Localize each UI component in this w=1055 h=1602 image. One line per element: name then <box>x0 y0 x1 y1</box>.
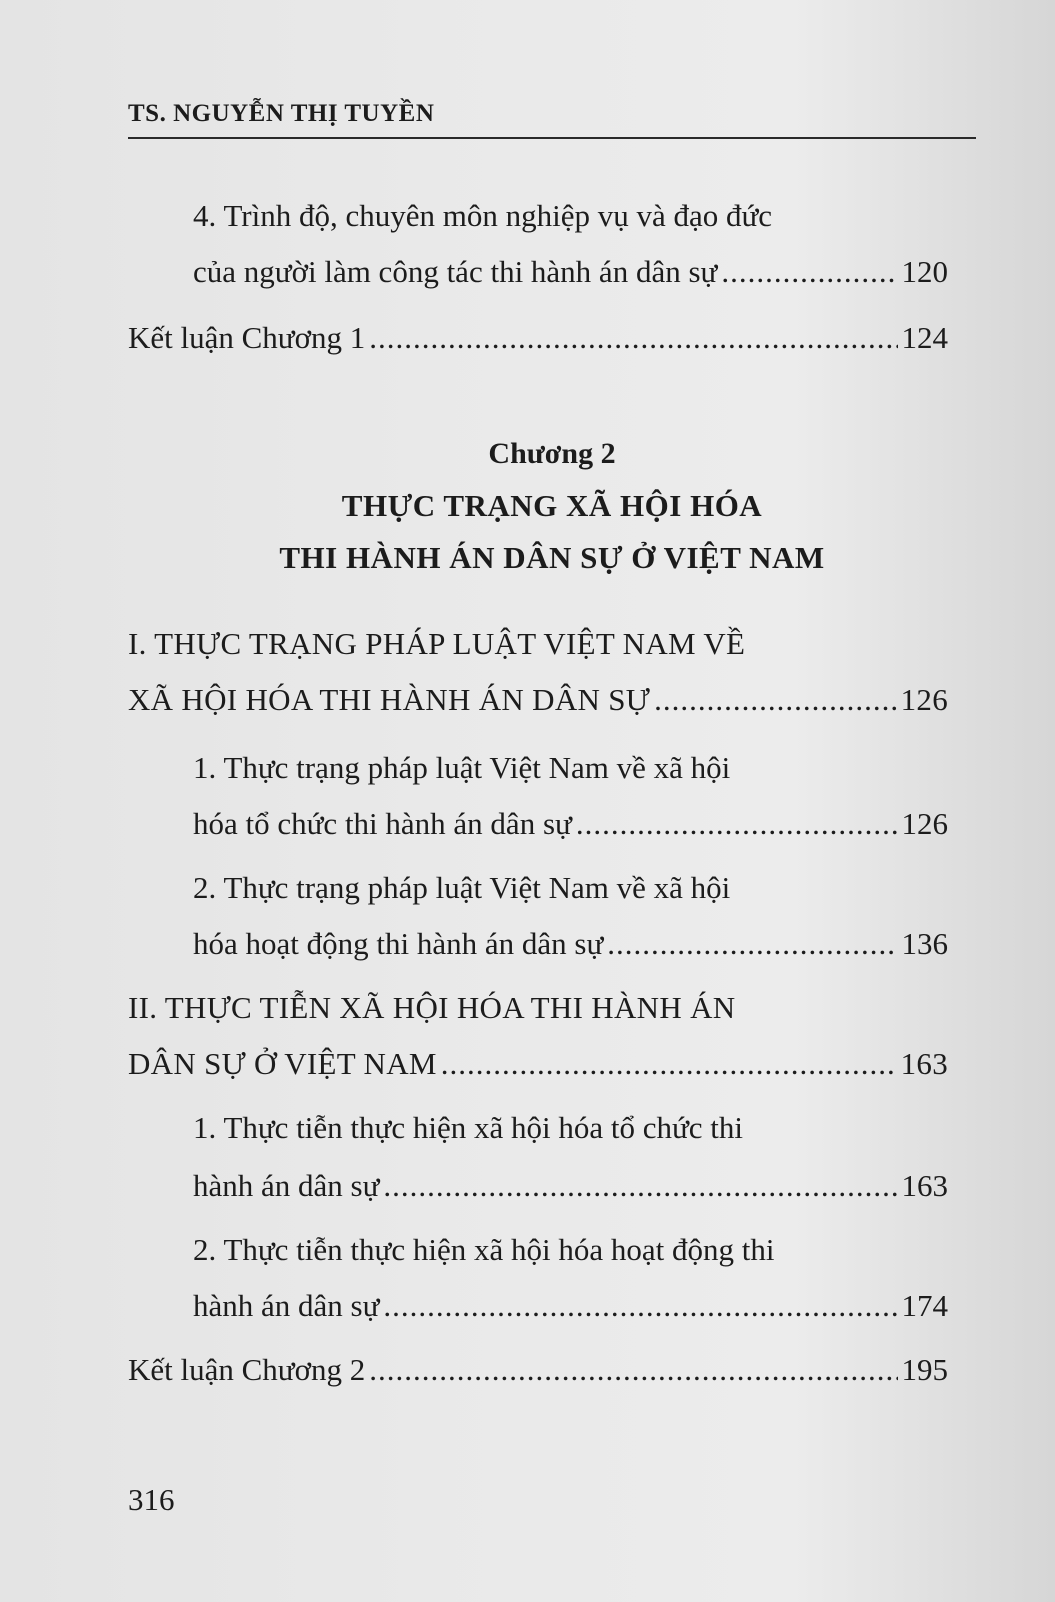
toc-entry-text: 2. Thực trạng pháp luật Việt Nam về xã hội <box>193 870 731 905</box>
toc-entry-4-line2[interactable] <box>193 252 948 292</box>
toc-entry-4-line1 <box>193 196 976 236</box>
toc-entry-I-1-line1 <box>193 748 976 788</box>
toc-entry-II-2-line2[interactable] <box>193 1286 948 1326</box>
chapter-2-label: Chương 2 <box>488 437 616 470</box>
toc-section-I-line1 <box>128 624 976 664</box>
toc-entry-text: hóa hoạt động thi hành án dân sự <box>193 926 604 961</box>
toc-page-number: 195 <box>901 1352 948 1387</box>
toc-entry-ket-luan-1[interactable] <box>128 318 948 358</box>
toc-entry-II-1-line2[interactable] <box>193 1166 948 1206</box>
toc-section-II-line1 <box>128 988 976 1028</box>
toc-entry-text: Kết luận Chương 1 <box>128 320 366 355</box>
dot-leader <box>654 680 896 720</box>
chapter-2-title-line2: THI HÀNH ÁN DÂN SỰ Ở VIỆT NAM <box>279 540 825 575</box>
toc-entry-II-2-line1 <box>193 1230 976 1270</box>
dot-leader <box>369 1350 897 1390</box>
toc-page-number: 136 <box>901 926 948 961</box>
dot-leader <box>383 1286 897 1326</box>
toc-entry-I-1-line2[interactable] <box>193 804 948 844</box>
dot-leader <box>576 804 898 844</box>
toc-entry-text: hành án dân sự <box>193 1288 380 1323</box>
page-number: 316 <box>128 1482 175 1517</box>
toc-page-number: 124 <box>901 320 948 355</box>
toc-entry-ket-luan-2[interactable] <box>128 1350 948 1390</box>
dot-leader <box>369 318 897 358</box>
toc-page-number: 174 <box>901 1288 948 1323</box>
dot-leader <box>441 1044 897 1084</box>
toc-entry-text: 4. Trình độ, chuyên môn nghiệp vụ và đạo đức <box>193 198 773 233</box>
toc-page-number: 126 <box>900 682 948 717</box>
toc-entry-I-2-line1 <box>193 868 976 908</box>
toc-entry-text: Kết luận Chương 2 <box>128 1352 366 1387</box>
toc-entry-text: I. THỰC TRẠNG PHÁP LUẬT VIỆT NAM VỀ <box>128 626 746 661</box>
toc-entry-text: XÃ HỘI HÓA THI HÀNH ÁN DÂN SỰ <box>128 682 651 717</box>
toc-page-number: 126 <box>901 806 948 841</box>
toc-entry-text: 1. Thực trạng pháp luật Việt Nam về xã hội <box>193 750 731 785</box>
chapter-2-title-line1: THỰC TRẠNG XÃ HỘI HÓA <box>341 488 763 523</box>
dot-leader <box>607 924 897 964</box>
dot-leader <box>721 252 897 292</box>
toc-section-I-line2[interactable] <box>128 680 948 720</box>
toc-page-number: 120 <box>901 254 948 289</box>
running-header-author: TS. NGUYỄN THỊ TUYỀN <box>128 100 435 127</box>
header-rule <box>128 137 976 139</box>
toc-entry-text: hành án dân sự <box>193 1168 380 1203</box>
dot-leader <box>383 1166 897 1206</box>
toc-page-number: 163 <box>900 1046 948 1081</box>
toc-entry-I-2-line2[interactable] <box>193 924 948 964</box>
toc-entry-text: DÂN SỰ Ở VIỆT NAM <box>128 1046 437 1081</box>
toc-entry-text: 1. Thực tiễn thực hiện xã hội hóa tổ chức thi <box>193 1110 744 1145</box>
toc-entry-II-1-line1 <box>193 1108 976 1148</box>
toc-entry-text: của người làm công tác thi hành án dân sự <box>193 254 718 289</box>
toc-page-number: 163 <box>901 1168 948 1203</box>
toc-entry-text: hóa tổ chức thi hành án dân sự <box>193 806 572 841</box>
toc-section-II-line2[interactable] <box>128 1044 948 1084</box>
toc-entry-text: II. THỰC TIỄN XÃ HỘI HÓA THI HÀNH ÁN <box>128 990 736 1025</box>
toc-entry-text: 2. Thực tiễn thực hiện xã hội hóa hoạt động thi <box>193 1232 775 1267</box>
